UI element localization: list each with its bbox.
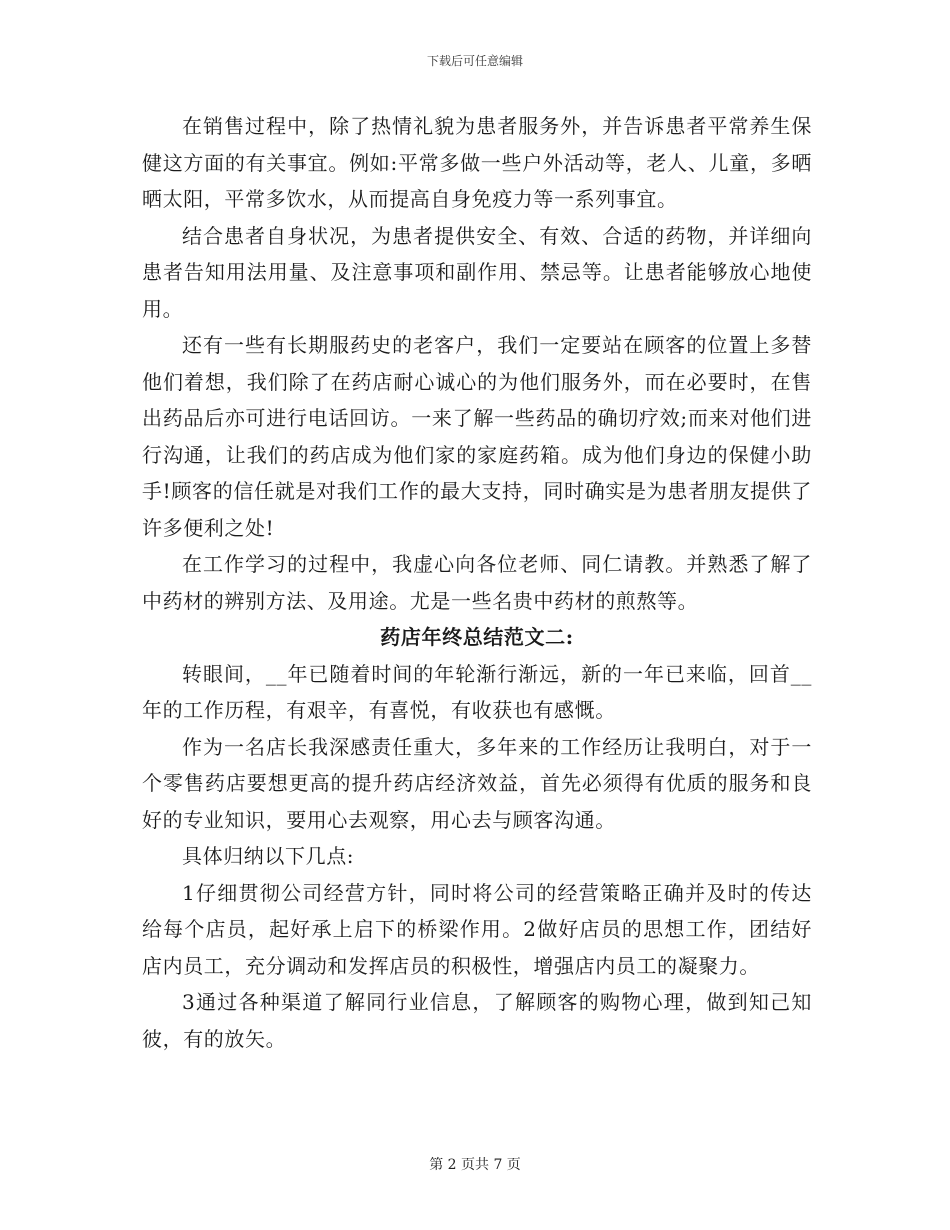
body-paragraph: 在销售过程中，除了热情礼貌为患者服务外，并告诉患者平常养生保健这方面的有关事宜。例如:平常多做一些户外活动等，老人、儿童，多晒晒太阳，平常多饮水，从而提高自身免疫力等一系列事宜。	[142, 114, 812, 211]
body-paragraph: 还有一些有长期服药史的老客户，我们一定要站在顾客的位置上多替他们着想，我们除了在药店耐心诚心的为他们服务外，而在必要时，在售出药品后亦可进行电话回访。一来了解一些药品的确切疗效;而来对他们进行沟通，让我们的药店成为他们家的家庭药箱。成为他们身边的保健小助手!顾客的信任就是对我们工作的最大支持，同时确实是为患者朋友提供了许多便利之处!	[142, 333, 812, 540]
section-paragraph: 转眼间，__年已随着时间的年轮渐行渐远，新的一年已来临，回首__年的工作历程，有艰辛，有喜悦，有收获也有感慨。	[142, 661, 812, 722]
body-paragraph: 结合患者自身状况，为患者提供安全、有效、合适的药物，并详细向患者告知用法用量、及注意事项和副作用、禁忌等。让患者能够放心地使用。	[142, 223, 812, 321]
section-paragraph: 1仔细贯彻公司经营方针，同时将公司的经营策略正确并及时的传达给每个店员，起好承上启下的桥梁作用。2做好店员的思想工作，团结好店内员工，充分调动和发挥店员的积极性，增强店内员工的凝聚力。	[142, 880, 812, 978]
section-title: 药店年终总结范文二:	[380, 625, 574, 649]
section-paragraph: 3通过各种渠道了解同行业信息，了解顾客的购物心理，做到知己知彼，有的放矢。	[142, 990, 812, 1051]
page-number: 第 2 页共 7 页	[429, 1157, 521, 1173]
body-paragraph: 在工作学习的过程中，我虚心向各位老师、同仁请教。并熟悉了解了中药材的辨别方法、及用途。尤是一些名贵中药材的煎熬等。	[142, 552, 812, 613]
section-paragraph: 具体归纳以下几点:	[182, 844, 355, 868]
document-body	[142, 108, 812, 1057]
page-header: 下载后可任意编辑	[426, 54, 523, 68]
section-paragraph: 作为一名店长我深感责任重大，多年来的工作经历让我明白，对于一个零售药店要想更高的提升药店经济效益，首先必须得有优质的服务和良好的专业知识，要用心去观察，用心去与顾客沟通。	[142, 734, 812, 832]
